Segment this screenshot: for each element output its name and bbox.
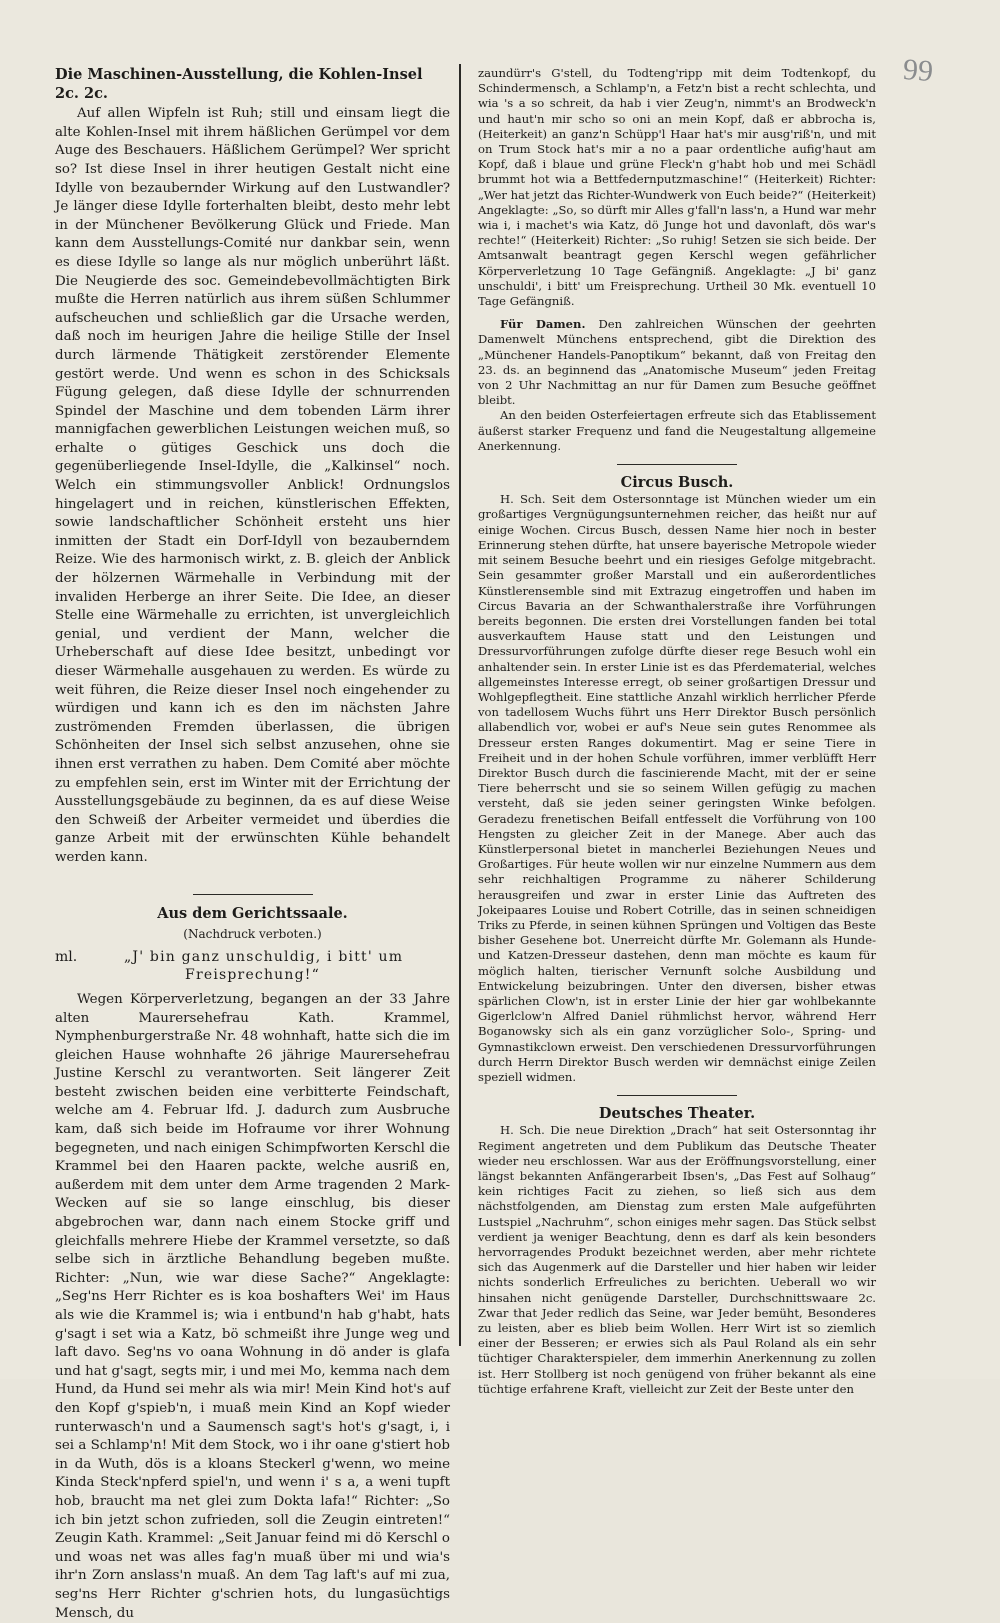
- damen-body-2: An den beiden Osterfeiertagen erfreute sich das Etablissement äußerst starker Frequenz und fand die Neugestaltung allgemeine Anerkennung.: [478, 408, 876, 453]
- column-divider: [459, 64, 461, 1346]
- reprint-note: (Nachdruck verboten.): [183, 927, 322, 942]
- court-continuation: zaundürr's G'stell, du Todteng'ripp mit deim Todtenkopf, du Schindermensch, a Schlamp'n, a Fetz'n bist a recht schlechta, und wia 's a so schreit, da hab i vier Zeug'n, nimmt's an Brodweck'n und haut'n mir scho so oni an mein Kopf, daß er abbrocha is, (Heiterkeit) an ganz'n Schüpp'l Haar hat's mir ausg'riß'n, und mit on Trum Stock hat's mir a no a paar ordentliche aufig'haut am Kopf, daß i blaue und grüne Fleck'n g'habt hob und mei Schädl brummt hot wia a Bettfedernputzmaschine!“ (Heiterkeit) Richter: „Wer hat jetzt das Richter-Wundwerk von Euch beide?“ (Heiterkeit) Angeklagte: „So, so dürft mir Alles g'fall'n lass'n, a Hund war mehr wia i, i machet's wia Katz, dö Junge hot und davonlaft, dös war's rechte!“ (Heiterkeit) Richter: „So ruhig! Setzen sie sich beide. Der Amtsanwalt beantragt gegen Kerschl wegen gefährlicher Körperverletzung 10 Tage Gefängniß. Angeklagte: „J bi' ganz unschuldi', i bitt' um Freisprechung. Urtheil 30 Mk. eventuell 10 Tage Gefängniß.: [478, 66, 876, 309]
- section-divider: [617, 1095, 737, 1096]
- left-column: [55, 66, 450, 1623]
- section-divider: [617, 464, 737, 465]
- damen-body: Den zahlreichen Wünschen der geehrten Damenwelt Münchens entsprechend, gibt die Direktion des „Münchener Handels-Panoptikum“ bekannt, daß von Freitag den 23. ds. an beginnend das „Anatomische Museum“ jeden Freitag von 2 Uhr Nachmittag an nur für Damen zum Besuche geöffnet bleibt.: [478, 317, 877, 408]
- article-body-circus: H. Sch. Seit dem Ostersonntage ist München wieder um ein großartiges Vergnügungsunternehmen reicher, das heißt nur auf einige Wochen. Circus Busch, dessen Name hier noch in bester Erinnerung stehen dürfte, hat unsere bayerische Metropole wieder mit seinem Besuche beehrt und ein riesiges Gefolge mitgebracht. Sein gesammter großer Marstall und ein außerordentliches Künstlerensemble sind mit Extrazug eingetroffen und haben im Circus Bavaria an der Schwanthalerstraße ihre Vorführungen bereits begonnen. Die ersten drei Vorstellungen fanden bei total ausverkauftem Hause statt und den Leistungen und Dressurvorführungen zufolge dürfte dieser rege Besuch wohl ein anhaltender sein. In erster Linie ist es das Pferdematerial, welches allgemeinstes Interesse erregt, ob seiner großartigen Dressur und Wohlgepflegtheit. Eine stattliche Anzahl wirklich herrlicher Pferde von tadellosem Wuchs führt uns Herr Direktor Busch persönlich allabendlich vor, wobei er auf's Neue sein gutes Renommee als Dresseur ersten Ranges dokumentirt. Mag er seine Tiere in Freiheit und in der hohen Schule vorführen, immer verblüfft Herr Direktor Busch durch die fascinierende Macht, mit der er seine Tiere beherrscht und sie so seinem Willen gefügig zu machen versteht, daß sie jeden seiner geringsten Winke befolgen. Geradezu frenetischen Beifall entfesselt die Vorführung von 100 Hengsten zu gleicher Zeit in der Manege. Aber auch das Künstlerpersonal bietet in mancherlei Beziehungen Neues und Großartiges. Für heute wollen wir nur einzelne Nummern aus dem sehr reichhaltigen Programme zu näherer Schilderung herausgreifen und zwar in erster Linie das Auftreten des Jokeipaares Louise und Robert Cotrille, das in seinen schneidigen Triks zu Pferde, in seinen kühnen Sprüngen und Voltigen das Beste bisher Gesehene bot. Unerreicht dürfte Mr. Golemann als Hunde- und Katzen-Dresseur dastehen, denn man möchte es kaum für möglich halten, tierischer Vernunft solche Ausbildung und Entwickelung beizubringen. Unter den diversen, bisher etwas spärlichen Clow'n, ist in erster Linie der hier gar wohlbekannte Gigerlclow'n Alfred Daniel rühmlichst hervor, während Herr Boganowsky sich als ein ganz vorzüglicher Solo-, Spring- und Gymnastikclown erweist. Den verschiedenen Dressurvorführungen durch Herrn Direktor Busch werden wir demnächst einige Zeilen speziell widmen.: [478, 492, 876, 1084]
- article-title-kohleninsel: [55, 66, 450, 103]
- court-headline: [55, 948, 450, 985]
- right-column: [478, 66, 876, 1397]
- article-title-gerichtssaal: Aus dem Gerichtssaale.: [157, 904, 348, 922]
- author-tag: ml.: [55, 948, 78, 965]
- article-title-circus: Circus Busch.: [620, 474, 734, 492]
- article-title-theater: Deutsches Theater.: [598, 1105, 756, 1123]
- article-body-theater: H. Sch. Die neue Direktion „Drach“ hat seit Ostersonntag ihr Regiment angetreten und dem Publikum das Deutsche Theater wieder neu erschlossen. War aus der Eröffnungsvorstellung, einer längst bekannten Anfängerarbeit Ibsen's, „Das Fest auf Solhaug“ kein richtiges Facit zu ziehen, so ließ sich aus dem nächstfolgenden, am Dienstag zum ersten Male aufgeführten Lustspiel „Nachruhm“, schon einiges mehr sagen. Das Stück selbst verdient ja weniger Beachtung, denn es darf als kein besonders hervorragendes Produkt bezeichnet werden, aber mehr richtete sich das Augenmerk auf die Darsteller und hier haben wir leider nichts sonderlich Erfreuliches zu berichten. Ueberall wo wir hinsahen nicht genügende Darsteller, Durchschnittswaare 2c. Zwar that Jeder redlich das Seine, war Jeder bemüht, Besonderes zu leisten, aber es blieb beim Wollen. Herr Wirt ist so ziemlich einer der Besseren; er erwies sich als Paul Roland als ein sehr tüchtiger Charakterspieler, dem immerhin Anerkennung zu zollen ist. Herr Stollberg ist noch genügend von früher bekannt als eine tüchtige erfahrene Kraft, vielleicht zur Zeit der Beste unter den: [478, 1123, 876, 1396]
- page-number: 99: [901, 52, 935, 89]
- damen-title: Für Damen.: [500, 317, 586, 332]
- article-title-text: Die Maschinen-Ausstellung, die Kohlen-Insel: [55, 66, 423, 83]
- section-divider: [193, 894, 313, 895]
- damen-notice: [478, 317, 876, 408]
- article-body-gerichtssaal: Wegen Körperverletzung, begangen an der 33 Jahre alten Maurersehefrau Kath. Krammel, Nymphenburgerstraße Nr. 48 wohnhaft, hatte sich die im gleichen Hause wohnhafte 26 jährige Maurersehefrau Justine Kerschl zu verantworten. Seit längerer Zeit besteht zwischen beiden eine verbitterte Feindschaft, welche am 4. Februar lfd. J. dadurch zum Ausbruche kam, daß sich beide im Hofraume vor ihrer Wohnung begegneten, und nach einigen Schimpfworten Kerschl die Krammel bei den Haaren packte, welche ausriß en, außerdem mit dem unter dem Arme tragenden 2 Mark-Wecken auf sie so lange einschlug, bis dieser abgebrochen war, dann nach einem Stocke griff und gleichfalls mehrere Hiebe der Krammel versetzte, so daß selbe sich in ärztliche Behandlung begeben mußte. Richter: „Nun, wie war diese Sache?“ Angeklagte: „Seg'ns Herr Richter es is koa boshafters Wei' im Haus als wie die Krammel is; wia i entbund'n hab g'habt, hats g'sagt i set wia a Katz, bö schmeißt ihre Junge weg und laft davo. Seg'ns vo oana Wohnung in dö ander is glafa und hat g'sagt, segts mir, i und mei Mo, kemma nach dem Hund, da Hund sei mehr als wia mir! Mein Kind hot's auf den Kopf g'spieb'n, i muaß mein Kind an Kopf wieder runterwasch'n und a Saumensch sagt's hot's g'sagt, i, i sei a Schlamp'n! Mit dem Stock, wo i ihr oane g'stiert hob in da Wuth, dös is a kloans Steckerl g'wenn, wo meine Kinda Steck'npferd spiel'n, und wenn i' s a, a weni tupft hob, braucht ma net glei zum Dokta lafa!“ Richter: „So ich bin jetzt schon zufrieden, soll die Zeugin eintreten!“ Zeugin Kath. Krammel: „Seit Januar feind mi dö Kerschl o und woas net was alles fag'n muaß über mi und wia's ihr'n Zorn anslass'n muaß. An dem Tag laft's auf mi zua, seg'ns Herr Richter g'schrien hots, du lungasüchtigs Mensch, du: [55, 991, 450, 1621]
- court-headline-text: „J' bin ganz unschuldig, i bitt' um Freisprechung!“: [123, 948, 404, 984]
- article-body-kohleninsel: Auf allen Wipfeln ist Ruh; still und einsam liegt die alte Kohlen-Insel mit ihrem häßlichen Gerümpel vor dem Auge des Beschauers. Häßlichem Gerümpel? Wer spricht so? Ist diese Insel in ihrer heutigen Gestalt nicht eine Idylle von bezaubernder Wirkung auf den Lustwandler? Je länger diese Idylle forterhalten bleibt, desto mehr lebt in der Münchener Bevölkerung Glück und Friede. Man kann dem Ausstellungs-Comité nur dankbar sein, wenn es diese Idylle so lange als nur möglich unberührt läßt. Die Neugierde des soc. Gemeindebevollmächtigten Birk mußte die Herren natürlich aus ihrem süßen Schlummer aufscheuchen und schließlich gar die Ursache werden, daß noch im heurigen Jahre die heilige Stille der Insel durch lärmende Thätigkeit zerstörender Elemente gestört werde. Und wenn es schon in des Schicksals Fügung gelegen, daß diese Idylle der schnurrenden Spindel der Maschine und dem tobenden Lärm ihrer mannigfachen gewerblichen Leistungen weichen muß, so erhalte o gütiges Geschick uns doch die gegenüberliegende Insel-Idylle, die „Kalkinsel“ noch. Welch ein stimmungsvoller Anblick! Ordnungslos hingelagert und in reichen, künstlerischen Effekten, sowie landschaftlicher Schönheit ersteht uns hier inmitten der Stadt ein Dorf-Idyll von bezauberndem Reize. Wie des harmonisch wirkt, z. B. gleich der Anblick der hölzernen Wärmehalle in Verbindung mit der invaliden Herberge an ihrer Seite. Die Idee, an dieser Stelle eine Wärmehalle zu errichten, ist unvergleichlich genial, und verdient der Mann, welcher die Urheberschaft auf diese Idee besitzt, unbedingt vor dieser Wärmehalle ausgehauen zu werden. Es würde zu weit führen, die Reize dieser Insel noch eingehender zu würdigen und kann ich es den im nächsten Jahre zuströmenden Fremden überlassen, die übrigen Schönheiten der Insel sich selbst anzusehen, ohne sie ihnen erst verrathen zu haben. Dem Comité aber möchte zu empfehlen sein, erst im Winter mit der Errichtung der Ausstellungsgebäude zu beginnen, da es auf diese Weise den Schweiß der Arbeiter vermeidet und überdies die ganze Arbeit mit der erwünschten Kühle behandelt werden kann.: [55, 106, 450, 865]
- article-title-suffix: 2c. 2c.: [55, 84, 108, 102]
